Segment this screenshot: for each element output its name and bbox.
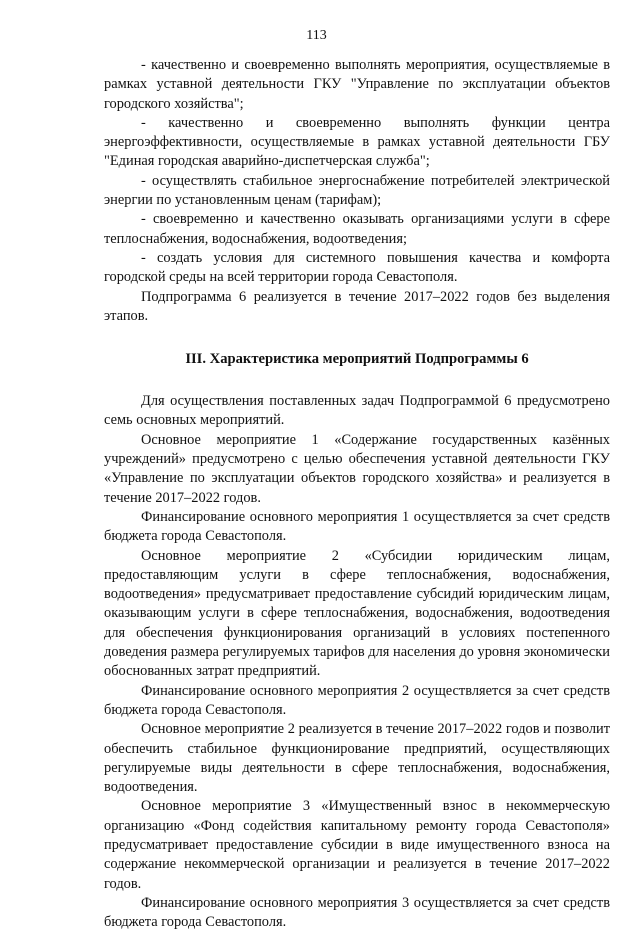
body-paragraph: Основное мероприятие 2 «Субсидии юридическим лицам, предоставляющим услуги в сфере теплоснабжения, водоснабжения, водоотведения» предусматривает предоставление субсидий юридическим лицам, оказывающим услуги в сфере теплоснабжения, водоснабжения, водоотведения для обеспечения функционирования организаций в условиях постепенного доведения размера регулируемых тарифов для населения до уровня экономически обоснованных затрат предприятий. (104, 547, 610, 680)
body-paragraph: Основное мероприятие 2 реализуется в течение 2017–2022 годов и позволит обеспечить стабильное функционирование предприятий, осуществляющих регулируемые виды деятельности в сфере теплоснабжения, водоснабжения, водоотведения. (104, 721, 610, 796)
body-paragraph: Финансирование основного мероприятия 2 осуществляется за счет средств бюджета города Севастополя. (104, 682, 610, 718)
document-body (104, 56, 610, 932)
section-heading: III. Характеристика мероприятий Подпрограммы 6 (185, 351, 529, 368)
body-paragraph: Финансирование основного мероприятия 3 осуществляется за счет средств бюджета города Севастополя. (104, 894, 610, 931)
bullet-paragraph: - качественно и своевременно выполнять мероприятия, осуществляемые в рамках уставной деятельности ГКУ "Управление по эксплуатации объектов городского хозяйства"; (104, 57, 610, 112)
page-number: 113 (306, 28, 327, 43)
body-paragraph: Финансирование основного мероприятия 1 осуществляется за счет средств бюджета города Севастополя. (104, 508, 610, 545)
bullet-paragraph: - своевременно и качественно оказывать организациями услуги в сфере теплоснабжения, водоснабжения, водоотведения; (104, 211, 610, 247)
body-paragraph: Подпрограмма 6 реализуется в течение 2017–2022 годов без выделения этапов. (104, 288, 610, 324)
body-paragraph: Основное мероприятие 1 «Содержание государственных казённых учреждений» предусмотрено с целью обеспечения уставной деятельности ГКУ «Управление по эксплуатации объектов городского хозяйства» и реализуется в течение 2017–2022 годов. (104, 431, 610, 506)
bullet-paragraph: - осуществлять стабильное энергоснабжение потребителей электрической энергии по установленным ценам (тарифам); (104, 172, 610, 209)
bullet-paragraph: - создать условия для системного повышения качества и комфорта городской среды на всей территории города Севастополя. (104, 249, 610, 286)
bullet-paragraph: - качественно и своевременно выполнять функции центра энергоэффективности, осуществляемые в рамках уставной деятельности ГБУ "Единая городская аварийно-диспетчерская служба"; (104, 114, 610, 170)
body-paragraph: Основное мероприятие 3 «Имущественный взнос в некоммерческую организацию «Фонд содействия капитальному ремонту города Севастополя» предусматривает предоставление субсидии в виде имущественного взноса на содержание некоммерческой организации и реализуется в течение 2017–2022 годов. (104, 798, 610, 892)
body-paragraph: Для осуществления поставленных задач Подпрограммой 6 предусмотрено семь основных мероприятий. (104, 393, 610, 429)
